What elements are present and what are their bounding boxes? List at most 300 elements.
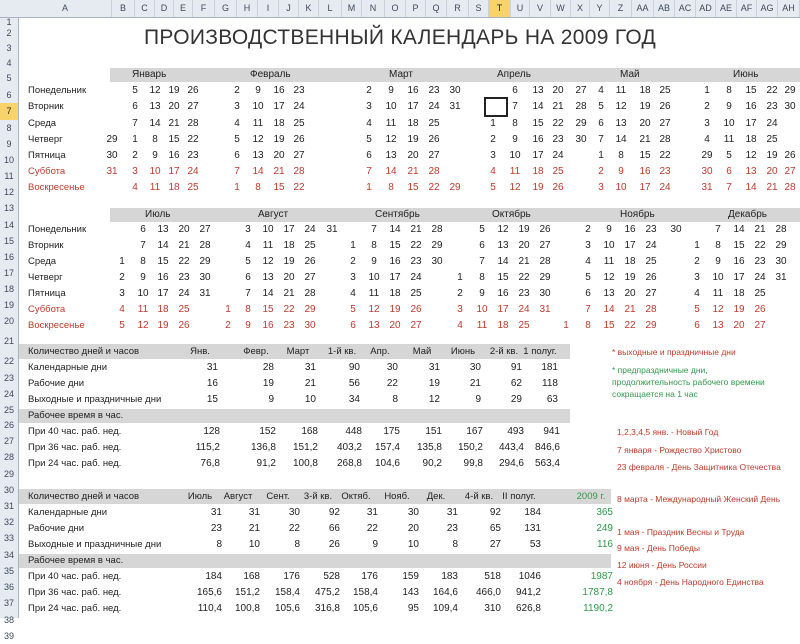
calendar-day: 27 [293, 150, 305, 161]
calendar-day: 9 [140, 272, 146, 283]
calendar-day: 28 [304, 288, 316, 299]
row-header[interactable]: 6 [6, 90, 12, 100]
calendar-day: 8 [255, 182, 261, 193]
hours-value: 158,4 [274, 587, 300, 598]
hours-value: 76,8 [200, 458, 220, 469]
calendar-day: 14 [252, 166, 264, 177]
calendar-day: 26 [552, 182, 564, 193]
legend-note: * предпраздничные дни, продолжительность рабочего времени сокращается на 1 час [612, 365, 765, 399]
calendar-day: 11 [476, 320, 488, 331]
calendar-day: 29 [431, 240, 443, 251]
row-headers [0, 17, 19, 641]
stats-value: 8 [294, 539, 300, 550]
calendar-day: 26 [410, 304, 422, 315]
calendar-day: 9 [152, 150, 158, 161]
hours-value: 151,2 [234, 587, 260, 598]
calendar-day: 4 [490, 166, 496, 177]
stats-value: 30 [407, 507, 419, 518]
calendar-day: 26 [645, 272, 657, 283]
stats-value: 8 [216, 539, 222, 550]
column-header[interactable]: N [362, 0, 385, 17]
month-label: Август [258, 209, 289, 220]
hours-value: 151 [425, 426, 442, 437]
calendar-day: 9 [388, 85, 394, 96]
calendar-day: 24 [428, 101, 440, 112]
calendar-day: 7 [245, 288, 251, 299]
calendar-day: 17 [389, 272, 401, 283]
calendar-day: 19 [624, 272, 636, 283]
stats-col-header: 2-й кв. [489, 346, 519, 357]
hours-value: 152 [259, 426, 276, 437]
calendar-day: 17 [157, 288, 169, 299]
hours-value: 493 [507, 426, 524, 437]
row-header[interactable]: 26 [3, 420, 14, 430]
calendar-day: 1 [694, 240, 700, 251]
stats-value: 22 [288, 523, 300, 534]
day-label: Пятница [28, 150, 66, 161]
row-header[interactable]: 10 [3, 155, 14, 165]
hours-value: 167 [466, 426, 483, 437]
row-header[interactable]: 24 [3, 389, 14, 399]
calendar-day: 18 [407, 118, 419, 129]
calendar-day: 22 [178, 256, 190, 267]
column-header[interactable]: A [19, 0, 112, 17]
calendar-day: 29 [106, 134, 118, 145]
column-header[interactable]: O [385, 0, 406, 17]
calendar-day: 5 [726, 150, 732, 161]
calendar-day: 6 [512, 85, 518, 96]
calendar-day: 17 [624, 240, 636, 251]
column-header[interactable]: G [215, 0, 237, 17]
calendar-day: 12 [615, 101, 627, 112]
stats-value: 31 [428, 362, 440, 373]
stats-value: 16 [206, 378, 218, 389]
row-header[interactable]: 30 [3, 485, 14, 495]
row-header[interactable]: 20 [3, 316, 14, 326]
hours-value: 105,6 [274, 603, 300, 614]
column-header[interactable]: AA [632, 0, 654, 17]
calendar-day: 15 [157, 256, 169, 267]
hours-value: 294,6 [498, 458, 524, 469]
calendar-day: 7 [234, 166, 240, 177]
calendar-day: 30 [199, 272, 211, 283]
calendar-day: 2 [350, 256, 356, 267]
calendar-day: 17 [745, 118, 757, 129]
stats-value: 92 [328, 507, 340, 518]
calendar-day: 5 [350, 304, 356, 315]
calendar-day: 17 [168, 166, 180, 177]
row-header[interactable]: 21 [3, 336, 14, 346]
row-header[interactable]: 31 [3, 501, 14, 511]
calendar-day: 14 [149, 118, 161, 129]
calendar-day: 2 [457, 288, 463, 299]
hours-value: 99,8 [463, 458, 483, 469]
row-header[interactable]: 34 [3, 550, 14, 560]
calendar-day: 12 [603, 272, 615, 283]
calendar-day: 20 [283, 272, 295, 283]
calendar-day: 26 [659, 101, 671, 112]
stats-value: 21 [469, 378, 481, 389]
hours-row-label: При 40 час. раб. нед. [28, 571, 122, 582]
calendar-day: 27 [784, 166, 796, 177]
calendar-day: 20 [168, 101, 180, 112]
calendar-day: 5 [119, 320, 125, 331]
calendar-day: 29 [449, 182, 461, 193]
column-header[interactable]: X [571, 0, 590, 17]
row-header[interactable]: 29 [3, 469, 14, 479]
calendar-day: 12 [368, 304, 380, 315]
stats-value: 91 [510, 362, 522, 373]
hours-value: 448 [345, 426, 362, 437]
calendar-day: 25 [552, 166, 564, 177]
hours-value: 466,0 [475, 587, 501, 598]
calendar-day: 1 [119, 256, 125, 267]
hours-value: 563,4 [534, 458, 560, 469]
hours-value: 168 [301, 426, 318, 437]
row-header[interactable]: 25 [3, 405, 14, 415]
row-header[interactable]: 7 [0, 103, 18, 120]
month-band [110, 68, 800, 82]
stats-col-header: 1 полуг. [523, 346, 557, 357]
legend-note: * выходные и праздничные дни [612, 347, 736, 357]
calendar-day: 13 [252, 150, 264, 161]
calendar-day: 26 [428, 134, 440, 145]
calendar-day: 28 [645, 304, 657, 315]
row-header[interactable]: 35 [3, 566, 14, 576]
hours-value: 157,4 [374, 442, 400, 453]
column-header[interactable]: H [237, 0, 258, 17]
calendar-day: 11 [149, 182, 161, 193]
calendar-day: 6 [726, 166, 732, 177]
calendar-day: 30 [670, 224, 682, 235]
month-label: Декабрь [728, 209, 767, 220]
calendar-day: 23 [283, 320, 295, 331]
calendar-day: 18 [639, 85, 651, 96]
calendar-day: 6 [694, 320, 700, 331]
hours-value: 475,2 [314, 587, 340, 598]
calendar-day: 23 [178, 272, 190, 283]
calendar-day: 25 [766, 134, 778, 145]
stats-header-label: Количество дней и часов [28, 491, 140, 502]
column-header[interactable]: I [258, 0, 279, 17]
calendar-day: 20 [518, 240, 530, 251]
month-label: Октябрь [492, 209, 531, 220]
column-header[interactable]: T [489, 0, 511, 17]
stats-value: 8 [392, 394, 398, 405]
row-header[interactable]: 13 [3, 203, 14, 213]
hours-value: 184 [205, 571, 222, 582]
column-header[interactable]: L [319, 0, 342, 17]
calendar-day: 15 [603, 320, 615, 331]
column-header[interactable]: D [155, 0, 174, 17]
calendar-day: 24 [754, 272, 766, 283]
calendar-day: 20 [552, 85, 564, 96]
calendar-day: 13 [149, 101, 161, 112]
stats-row-label: Рабочие дни [28, 378, 85, 389]
column-header[interactable]: Y [590, 0, 610, 17]
calendar-day: 24 [645, 240, 657, 251]
row-header[interactable]: 38 [3, 615, 14, 625]
hours-value: 95 [407, 603, 419, 614]
column-header[interactable]: E [174, 0, 193, 17]
month-label: Апрель [497, 69, 531, 80]
column-header[interactable]: AE [716, 0, 737, 17]
calendar-day: 8 [512, 118, 518, 129]
calendar-day: 8 [726, 85, 732, 96]
calendar-day: 18 [733, 288, 745, 299]
calendar-day: 25 [410, 288, 422, 299]
row-header[interactable]: 22 [3, 356, 14, 366]
column-header[interactable]: V [530, 0, 551, 17]
calendar-day: 22 [410, 240, 422, 251]
stats-value: 30 [469, 362, 481, 373]
row-header[interactable]: 11 [4, 171, 14, 181]
row-header[interactable]: 5 [6, 73, 12, 83]
stats-value: 31 [304, 362, 316, 373]
calendar-day: 16 [407, 85, 419, 96]
row-header[interactable]: 15 [3, 236, 14, 246]
hours-value: 443,4 [498, 442, 524, 453]
month-label: Ноябрь [620, 209, 655, 220]
calendar-day: 26 [293, 134, 305, 145]
calendar-day: 15 [733, 240, 745, 251]
row-header[interactable]: 17 [3, 268, 14, 278]
calendar-day: 27 [187, 101, 199, 112]
calendar-day: 29 [304, 304, 316, 315]
calendar-day: 2 [490, 134, 496, 145]
calendar-day: 17 [273, 101, 285, 112]
calendar-day: 11 [509, 166, 521, 177]
calendar-day: 11 [385, 118, 397, 129]
stats-value: 15 [206, 394, 218, 405]
calendar-day: 4 [585, 256, 591, 267]
row-header[interactable]: 32 [3, 517, 14, 527]
calendar-day: 18 [273, 118, 285, 129]
calendar-day: 7 [140, 240, 146, 251]
calendar-day: 23 [410, 256, 422, 267]
column-header[interactable]: AC [675, 0, 696, 17]
row-header[interactable]: 33 [3, 533, 14, 543]
calendar-day: 8 [371, 240, 377, 251]
calendar-day: 7 [371, 224, 377, 235]
row-header[interactable]: 36 [3, 582, 14, 592]
hours-value: 100,8 [292, 458, 318, 469]
column-header[interactable]: Q [426, 0, 447, 17]
row-header[interactable]: 3 [6, 43, 12, 53]
calendar-day: 3 [694, 272, 700, 283]
column-header[interactable]: AF [737, 0, 757, 17]
column-header[interactable]: J [279, 0, 299, 17]
calendar-day: 14 [745, 182, 757, 193]
row-header[interactable]: 23 [3, 373, 14, 383]
column-header[interactable]: K [299, 0, 319, 17]
calendar-day: 24 [659, 182, 671, 193]
calendar-day: 31 [449, 101, 461, 112]
calendar-day: 30 [304, 320, 316, 331]
hours-value: 90,2 [422, 458, 442, 469]
column-header[interactable]: AD [696, 0, 716, 17]
stats-row-label: Календарные дни [28, 362, 108, 373]
stats-value: 10 [248, 539, 260, 550]
holiday-note: 23 февраля - День Защитника Отечества [617, 462, 781, 472]
calendar-day: 30 [431, 256, 443, 267]
stats-value: 31 [206, 362, 218, 373]
calendar-day: 18 [283, 240, 295, 251]
hours-value: 104,6 [374, 458, 400, 469]
stats-col-header: Янв. [190, 346, 210, 357]
calendar-day: 3 [234, 101, 240, 112]
row-header[interactable]: 27 [3, 436, 14, 446]
stats-value: 9 [268, 394, 274, 405]
stats-value: 21 [248, 523, 260, 534]
calendar-day: 2 [132, 150, 138, 161]
stats-value: 34 [348, 394, 360, 405]
calendar-day: 15 [497, 272, 509, 283]
stats-value: 10 [407, 539, 419, 550]
column-header[interactable]: W [551, 0, 571, 17]
column-header[interactable]: AH [778, 0, 800, 17]
calendar-day: 10 [712, 272, 724, 283]
calendar-day: 4 [350, 288, 356, 299]
stats-value: 181 [541, 362, 558, 373]
hours-value: 175 [383, 426, 400, 437]
calendar-day: 6 [234, 150, 240, 161]
row-header[interactable]: 8 [6, 123, 12, 133]
hours-value: 316,8 [314, 603, 340, 614]
calendar-day: 16 [639, 166, 651, 177]
hours-value: 105,6 [352, 603, 378, 614]
calendar-day: 4 [245, 240, 251, 251]
row-header[interactable]: 18 [3, 284, 14, 294]
calendar-day: 5 [245, 256, 251, 267]
row-header[interactable]: 28 [3, 452, 14, 462]
calendar-day: 12 [137, 320, 149, 331]
calendar-day: 1 [457, 272, 463, 283]
row-header[interactable]: 1 [6, 17, 12, 27]
calendar-day: 10 [615, 182, 627, 193]
stats-col-header: Август [223, 491, 253, 502]
calendar-day: 6 [479, 240, 485, 251]
stats-header-label: Количество дней и часов [28, 346, 140, 357]
column-header[interactable]: R [447, 0, 469, 17]
calendar-day: 20 [766, 166, 778, 177]
calendar-day: 2 [598, 166, 604, 177]
calendar-day: 11 [603, 256, 615, 267]
calendar-day: 6 [245, 272, 251, 283]
hours-value: 846,6 [534, 442, 560, 453]
row-header[interactable]: 14 [3, 220, 14, 230]
calendar-day: 20 [389, 320, 401, 331]
month-label: Сентябрь [375, 209, 420, 220]
calendar-day: 20 [639, 118, 651, 129]
row-header[interactable]: 16 [3, 252, 14, 262]
column-header[interactable]: F [193, 0, 215, 17]
column-header[interactable]: AG [757, 0, 778, 17]
stats-value: 19 [262, 378, 274, 389]
stats-value: 22 [386, 378, 398, 389]
column-header[interactable]: B [112, 0, 135, 17]
calendar-day: 8 [479, 272, 485, 283]
hours-value: 176 [283, 571, 300, 582]
calendar-day: 22 [659, 150, 671, 161]
column-header[interactable]: S [469, 0, 489, 17]
stats-row-label: Рабочие дни [28, 523, 85, 534]
calendar-day: 1 [350, 240, 356, 251]
calendar-day: 19 [283, 256, 295, 267]
calendar-day: 4 [119, 304, 125, 315]
calendar-day: 17 [283, 224, 295, 235]
stats-value: 63 [546, 394, 558, 405]
calendar-day: 29 [701, 150, 713, 161]
calendar-day: 12 [712, 304, 724, 315]
calendar-day: 21 [407, 166, 419, 177]
calendar-day: 4 [457, 320, 463, 331]
calendar-day: 22 [187, 134, 199, 145]
calendar-day: 26 [187, 85, 199, 96]
column-header[interactable]: P [406, 0, 426, 17]
calendar-day: 30 [701, 166, 713, 177]
row-header[interactable]: 39 [3, 631, 14, 641]
calendar-day: 21 [639, 134, 651, 145]
calendar-day: 9 [726, 101, 732, 112]
calendar-day: 10 [509, 150, 521, 161]
calendar-day: 16 [273, 85, 285, 96]
row-header[interactable]: 9 [6, 139, 12, 149]
calendar-day: 21 [766, 182, 778, 193]
calendar-day: 22 [766, 85, 778, 96]
stats-col-header: Октяб. [341, 491, 371, 502]
day-label: Воскресенье [28, 182, 85, 193]
calendar-day: 5 [490, 182, 496, 193]
calendar-day: 16 [497, 288, 509, 299]
row-header[interactable]: 12 [3, 187, 14, 197]
calendar-day: 26 [754, 304, 766, 315]
column-header[interactable]: Z [610, 0, 632, 17]
calendar-day: 31 [106, 166, 118, 177]
row-header[interactable]: 37 [3, 598, 14, 608]
stats-value: 56 [348, 378, 360, 389]
calendar-day: 5 [479, 224, 485, 235]
calendar-day: 8 [388, 182, 394, 193]
calendar-day: 20 [624, 288, 636, 299]
calendar-day: 15 [532, 118, 544, 129]
stats-value: 12 [428, 394, 440, 405]
calendar-day: 1 [598, 150, 604, 161]
calendar-day: 16 [624, 224, 636, 235]
hours-value: 941 [543, 426, 560, 437]
hours-value: 110,4 [197, 603, 222, 614]
row-header[interactable]: 2 [6, 28, 12, 38]
holiday-note: 12 июня - День России [617, 560, 707, 570]
calendar-day: 23 [766, 101, 778, 112]
column-header[interactable]: C [135, 0, 155, 17]
calendar-day: 7 [715, 224, 721, 235]
row-header[interactable]: 4 [6, 58, 12, 68]
calendar-day: 2 [225, 320, 231, 331]
calendar-day: 24 [178, 288, 190, 299]
calendar-day: 27 [539, 240, 551, 251]
calendar-day: 11 [723, 134, 735, 145]
row-header[interactable]: 19 [3, 300, 14, 310]
calendar-day: 8 [245, 304, 251, 315]
calendar-day: 11 [368, 288, 380, 299]
column-header[interactable]: U [511, 0, 530, 17]
column-header[interactable]: AB [654, 0, 675, 17]
calendar-day: 25 [754, 288, 766, 299]
calendar-day: 19 [639, 101, 651, 112]
column-header[interactable]: M [342, 0, 362, 17]
hours-row-label: При 36 час. раб. нед. [28, 587, 122, 598]
